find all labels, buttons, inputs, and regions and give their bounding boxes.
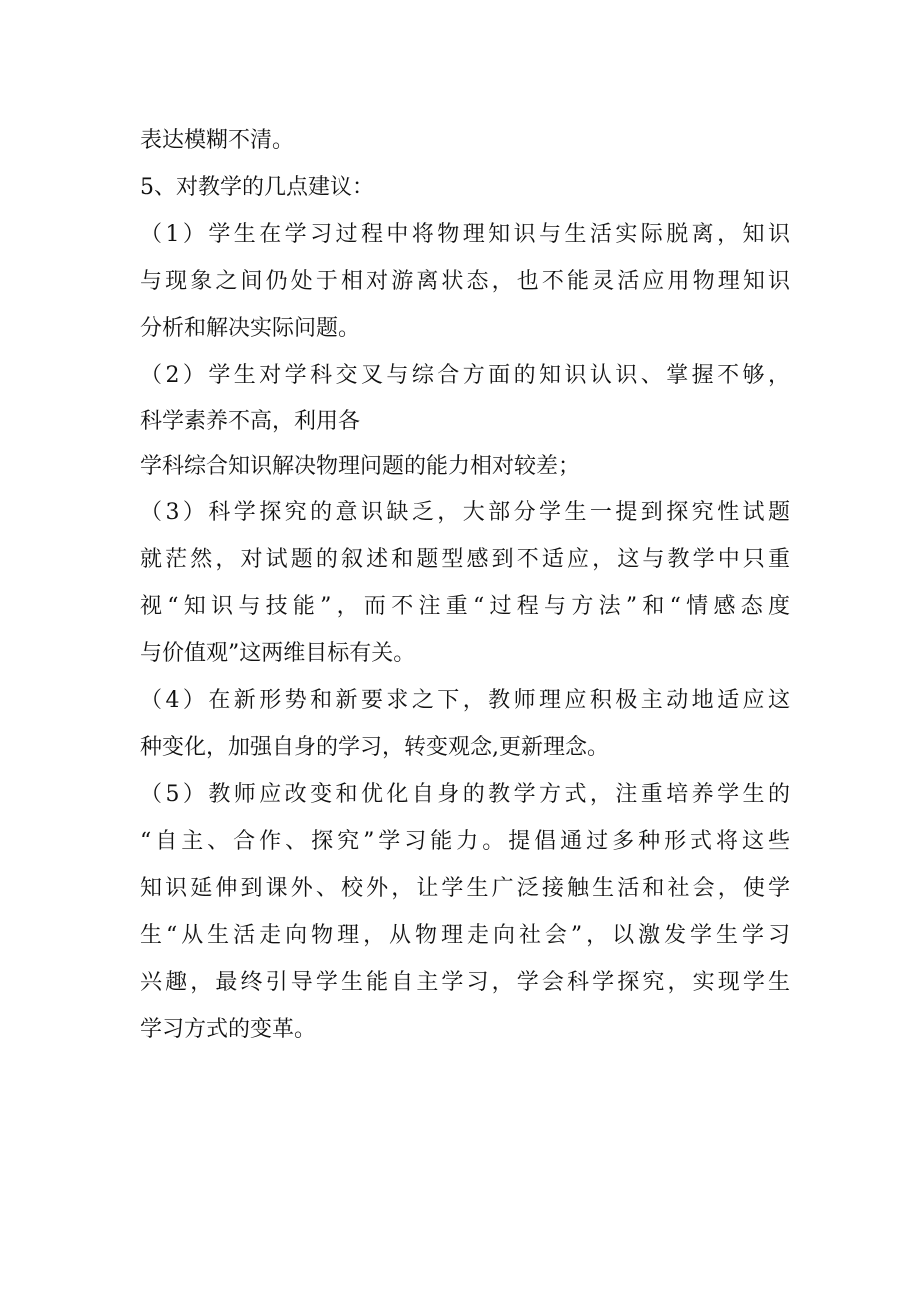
- text-line: （3）科学探究的意识缺乏，大部分学生一提到探究性试题: [140, 500, 790, 525]
- text-line: 学习方式的变革。: [140, 1017, 317, 1042]
- text-line: （1）学生在学习过程中将物理知识与生活实际脱离，知识: [140, 222, 790, 247]
- document-body: [140, 117, 790, 1053]
- text-line: 学科综合知识解决物理问题的能力相对较差；: [140, 454, 581, 479]
- text-line: 就茫然，对试题的叙述和题型感到不适应，这与教学中只重: [140, 547, 790, 572]
- section-heading: 5、对教学的几点建议：: [140, 175, 374, 200]
- text-line: 分析和解决实际问题。: [140, 316, 361, 341]
- text-line: 表达模糊不清。: [140, 128, 295, 153]
- text-line: 种变化，加强自身的学习，转变观念,更新理念。: [140, 735, 609, 760]
- text-line: （5）教师应改变和优化自身的教学方式，注重培养学生的: [140, 782, 790, 807]
- text-line: “自主、合作、探究”学习能力。提倡通过多种形式将这些: [140, 829, 790, 854]
- text-line: 与现象之间仍处于相对游离状态，也不能灵活应用物理知识: [140, 269, 790, 294]
- text-line: 生“从生活走向物理，从物理走向社会”，以激发学生学习: [140, 923, 790, 948]
- text-line: 知识延伸到课外、校外，让学生广泛接触生活和社会，使学: [140, 876, 790, 901]
- text-line: （4）在新形势和新要求之下，教师理应积极主动地适应这: [140, 688, 790, 713]
- text-line: （2）学生对学科交叉与综合方面的知识认识、掌握不够，: [140, 363, 790, 388]
- text-line: 视“知识与技能”，而不注重“过程与方法”和“情感态度: [140, 594, 790, 619]
- text-line: 科学素养不高，利用各: [140, 409, 361, 434]
- text-line: 与价值观”这两维目标有关。: [140, 641, 416, 666]
- text-line: 兴趣，最终引导学生能自主学习，学会科学探究，实现学生: [140, 970, 790, 995]
